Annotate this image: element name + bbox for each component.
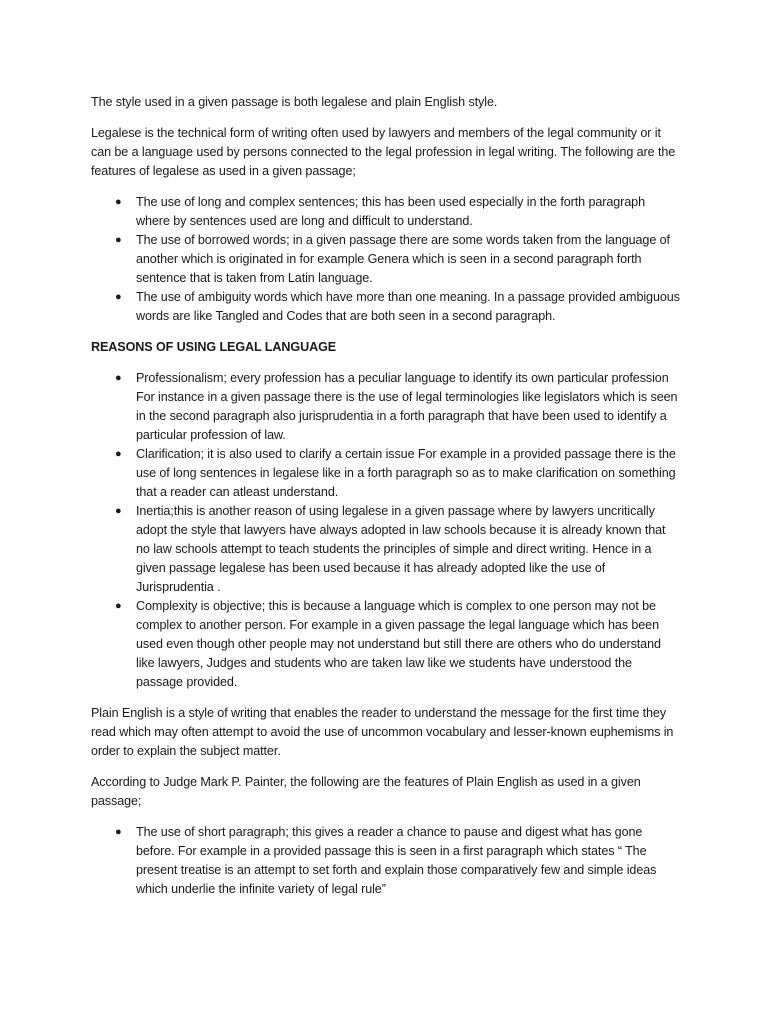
- list-item: [91, 445, 681, 502]
- list-item: [91, 502, 681, 597]
- bullet-icon: ●: [115, 448, 122, 460]
- list-item-text: Clarification; it is also used to clarify a certain issue For example in a provided passage there is the use of long sentences in legalese like in a forth paragraph so as to make clarification on something that a reader can atleast understand.: [136, 447, 676, 499]
- list-item-text: The use of short paragraph; this gives a reader a chance to pause and digest what has gone before. For example in a provided passage this is seen in a first paragraph which states “ The present treatise is an attempt to set forth and explain those comparatively few and simple ideas which underlie the infinite variety of legal rule”: [136, 825, 657, 896]
- painter-intro-paragraph: According to Judge Mark P. Painter, the following are the features of Plain English as used in a given passage;: [91, 775, 641, 808]
- section-heading: REASONS OF USING LEGAL LANGUAGE: [91, 340, 337, 354]
- list-item-text: Professionalism; every profession has a peculiar language to identify its own particular profession For instance in a given passage there is the use of legal terminologies like legislators which is seen in the second paragraph also jurisprudentia in a forth paragraph that have been used to identify a particular profession of law.: [136, 371, 678, 442]
- list-item: [91, 231, 681, 288]
- list-item-text: The use of long and complex sentences; this has been used especially in the forth paragraph where by sentences used are long and difficult to understand.: [136, 195, 645, 228]
- list-item: [91, 823, 681, 899]
- list-item: [91, 288, 681, 326]
- list-item-text: Complexity is objective; this is because a language which is complex to one person may not be complex to another person. For example in a given passage the legal language which has been used even though other people may not understand but still there are others who do understand like lawyers, Judges and students who are taken law like we students have understood the passage provided.: [136, 599, 661, 689]
- legalese-definition-paragraph: Legalese is the technical form of writing often used by lawyers and members of the legal community or it can be a language used by persons connected to the legal profession in legal writing. The following are the features of legalese as used in a given passage;: [91, 126, 676, 178]
- reasons-list: [91, 369, 681, 692]
- list-item-text: The use of borrowed words; in a given passage there are some words taken from the language of another which is originated in for example Genera which is seen in a second paragraph forth sentence that is taken from Latin language.: [136, 233, 670, 285]
- list-item: [91, 597, 681, 692]
- legalese-features-list: [91, 193, 681, 326]
- intro-paragraph: The style used in a given passage is both legalese and plain English style.: [91, 95, 498, 109]
- plain-english-definition-paragraph: Plain English is a style of writing that enables the reader to understand the message for the first time they read which may often attempt to avoid the use of uncommon vocabulary and lesser-known euphemisms in order to explain the subject matter.: [91, 706, 674, 758]
- bullet-icon: ●: [115, 826, 122, 838]
- bullet-icon: ●: [115, 234, 122, 246]
- bullet-icon: ●: [115, 291, 122, 303]
- bullet-icon: ●: [115, 196, 122, 208]
- list-item: [91, 369, 681, 445]
- bullet-icon: ●: [115, 372, 122, 384]
- list-item-text: Inertia;this is another reason of using legalese in a given passage where by lawyers uncritically adopt the style that lawyers have always adopted in law schools because it is already known that no law schools attempt to teach students the principles of simple and direct writing. Hence in a given passage legalese has been used because it has already adopted like the use of Jurisprudentia .: [136, 504, 666, 594]
- list-item: [91, 193, 681, 231]
- bullet-icon: ●: [115, 600, 122, 612]
- plain-english-features-list: [91, 823, 681, 899]
- document-page: [91, 93, 681, 911]
- bullet-icon: ●: [115, 505, 122, 517]
- list-item-text: The use of ambiguity words which have more than one meaning. In a passage provided ambiguous words are like Tangled and Codes that are both seen in a second paragraph.: [136, 290, 680, 323]
